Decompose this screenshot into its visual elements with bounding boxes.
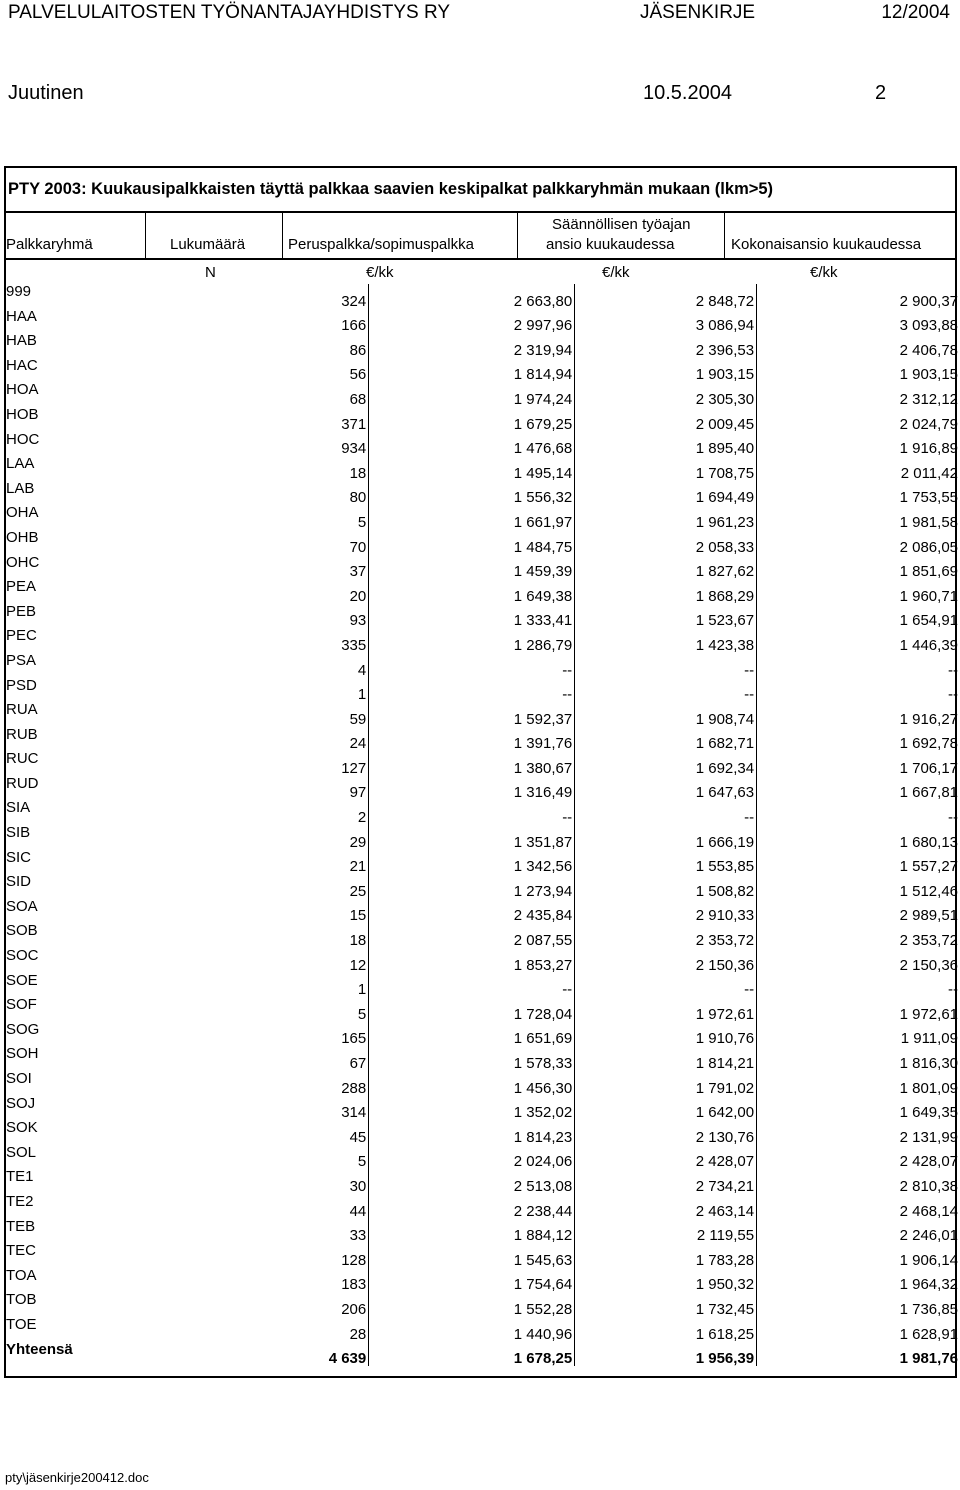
cell-regular-earnings: 1 647,63 bbox=[575, 776, 757, 801]
cell-total-earnings: 2 900,37 bbox=[899, 292, 958, 309]
cell-base-salary: 1 286,79 bbox=[369, 628, 575, 653]
cell-count: 70 bbox=[133, 530, 368, 555]
cell-regular-earnings: 1 950,32 bbox=[575, 1268, 757, 1293]
table-row bbox=[5, 751, 960, 776]
cell-count: 37 bbox=[133, 555, 368, 580]
cell-group: SOC bbox=[6, 948, 39, 965]
cell-regular-earnings: 1 692,34 bbox=[575, 751, 757, 776]
column-header-total-earnings: Kokonaisansio kuukaudessa bbox=[731, 236, 922, 253]
author-name: Juutinen bbox=[8, 82, 84, 104]
cell-total-earnings: 1 906,14 bbox=[899, 1251, 958, 1268]
cell-total-earnings: 2 312,12 bbox=[899, 390, 958, 407]
cell-base-salary: 1 754,64 bbox=[369, 1268, 575, 1293]
cell-group: HOB bbox=[6, 406, 39, 423]
cell-total-earnings: 1 903,15 bbox=[899, 366, 958, 383]
cell-total-earnings: 1 916,27 bbox=[899, 710, 958, 727]
cell-total-earnings: 1 816,30 bbox=[899, 1055, 958, 1071]
cell-count: 314 bbox=[133, 1096, 368, 1121]
organization-name: PALVELULAITOSTEN TYÖNANTAJAYHDISTYS RY bbox=[8, 2, 451, 23]
cell-group: RUB bbox=[6, 726, 38, 743]
column-divider bbox=[724, 212, 725, 258]
cell-group: HOC bbox=[6, 431, 40, 448]
unit-regular: €/kk bbox=[602, 264, 630, 281]
cell-count: 28 bbox=[133, 1317, 368, 1342]
cell-total-earnings: 1 557,27 bbox=[899, 858, 958, 875]
cell-group: SIB bbox=[6, 825, 31, 842]
cell-count: 1 bbox=[133, 973, 368, 998]
cell-count: 15 bbox=[133, 899, 368, 924]
cell-regular-earnings: 2 150,36 bbox=[575, 948, 757, 973]
cell-base-salary: 1 495,14 bbox=[369, 456, 575, 481]
table-row bbox=[5, 579, 960, 604]
cell-total-earnings: 1 512,46 bbox=[899, 882, 958, 899]
table-row bbox=[5, 1022, 960, 1047]
cell-regular-earnings: 1 972,61 bbox=[575, 997, 757, 1022]
cell-base-salary: 1 661,97 bbox=[369, 505, 575, 530]
cell-count: 97 bbox=[133, 776, 368, 801]
table-row bbox=[5, 1317, 960, 1342]
cell-regular-earnings: -- bbox=[575, 973, 757, 998]
cell-count: 371 bbox=[133, 407, 368, 432]
table-row bbox=[5, 333, 960, 358]
cell-count: 24 bbox=[133, 727, 368, 752]
cell-base-salary: 1 974,24 bbox=[369, 382, 575, 407]
cell-group: TE2 bbox=[6, 1193, 34, 1210]
cell-regular-earnings: 2 848,72 bbox=[575, 284, 757, 309]
cell-group: TE1 bbox=[6, 1169, 34, 1186]
column-header-base-salary: Peruspalkka/sopimuspalkka bbox=[288, 236, 474, 253]
cell-total-earnings: 1 736,85 bbox=[899, 1300, 958, 1317]
table-row bbox=[5, 284, 960, 309]
cell-base-salary: 1 679,25 bbox=[369, 407, 575, 432]
cell-group: SOB bbox=[6, 923, 38, 940]
cell-base-salary: 1 578,33 bbox=[369, 1046, 575, 1071]
cell-regular-earnings: -- bbox=[575, 678, 757, 703]
cell-total-earnings: -- bbox=[948, 809, 958, 826]
cell-total-earnings: 2 406,78 bbox=[899, 341, 958, 358]
cell-group: SOA bbox=[6, 898, 38, 915]
cell-count: 44 bbox=[133, 1194, 368, 1219]
cell-group: TEB bbox=[6, 1218, 36, 1235]
cell-count: 335 bbox=[133, 628, 368, 653]
cell-regular-earnings: 1 814,21 bbox=[575, 1046, 757, 1071]
cell-total-earnings: 1 692,78 bbox=[899, 735, 958, 752]
cell-regular-earnings: 1 903,15 bbox=[575, 358, 757, 383]
cell-total-earnings: 2 086,05 bbox=[899, 538, 958, 555]
cell-group: SOG bbox=[6, 1021, 40, 1038]
cell-total-earnings: 1 753,55 bbox=[899, 489, 958, 506]
cell-total-earnings: 1 981,58 bbox=[899, 513, 958, 530]
cell-total-earnings: 2 353,72 bbox=[899, 932, 958, 949]
cell-group: OHA bbox=[6, 505, 39, 522]
cell-regular-earnings: 1 666,19 bbox=[575, 825, 757, 850]
cell-base-salary: 2 513,08 bbox=[369, 1169, 575, 1194]
cell-count: 80 bbox=[133, 481, 368, 506]
cell-base-salary: 1 592,37 bbox=[369, 702, 575, 727]
cell-group: PSD bbox=[6, 677, 37, 694]
cell-count: 93 bbox=[133, 604, 368, 629]
cell-regular-earnings: 2 428,07 bbox=[575, 1145, 757, 1170]
cell-count: 206 bbox=[133, 1292, 368, 1317]
table-row bbox=[5, 678, 960, 703]
total-cell-base-salary: 1 678,25 bbox=[369, 1342, 575, 1367]
cell-group: PEA bbox=[6, 579, 37, 596]
cell-group: HAA bbox=[6, 308, 37, 325]
cell-regular-earnings: 1 791,02 bbox=[575, 1071, 757, 1096]
cell-base-salary: 2 435,84 bbox=[369, 899, 575, 924]
cell-count: 59 bbox=[133, 702, 368, 727]
cell-base-salary: 2 024,06 bbox=[369, 1145, 575, 1170]
table-row bbox=[5, 1120, 960, 1145]
cell-total-earnings: 2 131,99 bbox=[899, 1128, 958, 1145]
cell-count: 18 bbox=[133, 923, 368, 948]
table-row bbox=[5, 382, 960, 407]
table-row bbox=[5, 1071, 960, 1096]
table-row bbox=[5, 1292, 960, 1317]
cell-group: SOJ bbox=[6, 1095, 36, 1112]
table-row bbox=[5, 874, 960, 899]
cell-total-earnings: 1 628,91 bbox=[899, 1325, 958, 1342]
cell-count: 12 bbox=[133, 948, 368, 973]
cell-base-salary: 1 814,94 bbox=[369, 358, 575, 383]
total-cell-count: 4 639 bbox=[133, 1342, 368, 1367]
table-total-row bbox=[5, 1342, 960, 1367]
cell-group: LAB bbox=[6, 480, 35, 497]
document-type: JÄSENKIRJE bbox=[640, 2, 756, 23]
cell-count: 30 bbox=[133, 1169, 368, 1194]
cell-regular-earnings: 1 682,71 bbox=[575, 727, 757, 752]
cell-regular-earnings: 1 553,85 bbox=[575, 850, 757, 875]
cell-group: SIC bbox=[6, 849, 32, 866]
cell-total-earnings: 1 972,61 bbox=[899, 1005, 958, 1022]
cell-base-salary: 2 663,80 bbox=[369, 284, 575, 309]
cell-group: RUA bbox=[6, 702, 38, 719]
sub-header bbox=[8, 82, 952, 106]
cell-total-earnings: 2 011,42 bbox=[900, 464, 958, 481]
cell-regular-earnings: 1 694,49 bbox=[575, 481, 757, 506]
cell-base-salary: 1 459,39 bbox=[369, 555, 575, 580]
cell-total-earnings: 1 706,17 bbox=[899, 759, 958, 776]
table-row bbox=[5, 923, 960, 948]
table-row bbox=[5, 481, 960, 506]
cell-regular-earnings: 1 708,75 bbox=[575, 456, 757, 481]
table-row bbox=[5, 432, 960, 457]
cell-base-salary: 1 814,23 bbox=[369, 1120, 575, 1145]
table-row bbox=[5, 653, 960, 678]
cell-base-salary: 1 391,76 bbox=[369, 727, 575, 752]
cell-regular-earnings: 2 119,55 bbox=[575, 1219, 757, 1244]
cell-count: 18 bbox=[133, 456, 368, 481]
cell-group: SID bbox=[6, 874, 32, 891]
cell-total-earnings: 2 810,38 bbox=[899, 1177, 958, 1194]
table-title: PTY 2003: Kuukausipalkkaisten täyttä palkkaa saavien keskipalkat palkkaryhmän mukaan (lkm>5) bbox=[8, 180, 774, 198]
table-row bbox=[5, 1169, 960, 1194]
cell-base-salary: 1 853,27 bbox=[369, 948, 575, 973]
cell-count: 68 bbox=[133, 382, 368, 407]
cell-total-earnings: 2 989,51 bbox=[899, 907, 958, 924]
table-row bbox=[5, 628, 960, 653]
cell-base-salary: 1 273,94 bbox=[369, 874, 575, 899]
table-row bbox=[5, 1046, 960, 1071]
table-row bbox=[5, 505, 960, 530]
cell-group: PSA bbox=[6, 652, 37, 669]
table-row bbox=[5, 702, 960, 727]
page-number: 2 bbox=[875, 82, 887, 104]
cell-total-earnings: 1 801,09 bbox=[899, 1079, 958, 1096]
unit-count: N bbox=[205, 264, 216, 281]
table-row bbox=[5, 1219, 960, 1244]
cell-count: 56 bbox=[133, 358, 368, 383]
total-cell-group: Yhteensä bbox=[6, 1341, 73, 1358]
cell-group: TOA bbox=[6, 1267, 37, 1284]
cell-total-earnings: -- bbox=[948, 661, 958, 678]
cell-count: 934 bbox=[133, 432, 368, 457]
cell-base-salary: 1 484,75 bbox=[369, 530, 575, 555]
cell-total-earnings: 1 654,91 bbox=[899, 612, 958, 629]
table-row bbox=[5, 899, 960, 924]
table-row bbox=[5, 1145, 960, 1170]
cell-total-earnings: 1 649,35 bbox=[899, 1104, 958, 1121]
cell-group: HAC bbox=[6, 357, 38, 374]
column-header-regular-line2: ansio kuukaudessa bbox=[546, 236, 675, 253]
cell-regular-earnings: 3 086,94 bbox=[575, 309, 757, 334]
cell-count: 67 bbox=[133, 1046, 368, 1071]
table-row bbox=[5, 530, 960, 555]
cell-regular-earnings: 2 009,45 bbox=[575, 407, 757, 432]
table-row bbox=[5, 407, 960, 432]
cell-base-salary: 1 333,41 bbox=[369, 604, 575, 629]
cell-group: RUD bbox=[6, 775, 39, 792]
cell-total-earnings: 1 911,09 bbox=[900, 1030, 958, 1047]
cell-base-salary: 2 087,55 bbox=[369, 923, 575, 948]
cell-group: HAB bbox=[6, 333, 37, 350]
cell-regular-earnings: 1 910,76 bbox=[575, 1022, 757, 1047]
cell-group: SOF bbox=[6, 997, 37, 1014]
cell-total-earnings: 1 960,71 bbox=[899, 587, 958, 604]
cell-regular-earnings: 2 305,30 bbox=[575, 382, 757, 407]
cell-count: 29 bbox=[133, 825, 368, 850]
column-header-regular-line1: Säännöllisen työajan bbox=[552, 216, 691, 233]
cell-count: 21 bbox=[133, 850, 368, 875]
cell-total-earnings: 1 851,69 bbox=[899, 563, 958, 580]
column-header-count: Lukumäärä bbox=[170, 236, 246, 253]
total-cell-regular-earnings: 1 956,39 bbox=[575, 1342, 757, 1367]
cell-count: 2 bbox=[133, 800, 368, 825]
cell-regular-earnings: 2 058,33 bbox=[575, 530, 757, 555]
cell-total-earnings: 1 446,39 bbox=[899, 636, 958, 653]
column-divider bbox=[282, 212, 283, 258]
cell-regular-earnings: 1 523,67 bbox=[575, 604, 757, 629]
cell-regular-earnings: 2 396,53 bbox=[575, 333, 757, 358]
cell-regular-earnings: 1 827,62 bbox=[575, 555, 757, 580]
cell-base-salary: 1 351,87 bbox=[369, 825, 575, 850]
cell-group: SOE bbox=[6, 972, 38, 989]
table-row bbox=[5, 555, 960, 580]
cell-base-salary: -- bbox=[369, 800, 575, 825]
cell-group: TOB bbox=[6, 1292, 37, 1309]
cell-count: 288 bbox=[133, 1071, 368, 1096]
cell-base-salary: 1 728,04 bbox=[369, 997, 575, 1022]
table-row bbox=[5, 1268, 960, 1293]
cell-count: 5 bbox=[133, 1145, 368, 1170]
title-divider bbox=[4, 211, 957, 213]
cell-group: 999 bbox=[6, 284, 32, 300]
cell-regular-earnings: 1 783,28 bbox=[575, 1243, 757, 1268]
table-row bbox=[5, 358, 960, 383]
cell-base-salary: 2 238,44 bbox=[369, 1194, 575, 1219]
header-divider bbox=[4, 258, 957, 260]
cell-total-earnings: 2 428,07 bbox=[899, 1153, 958, 1170]
table-row bbox=[5, 800, 960, 825]
footer-file-path: pty\jäsenkirje200412.doc bbox=[5, 1470, 149, 1485]
cell-group: SOL bbox=[6, 1144, 37, 1161]
cell-regular-earnings: -- bbox=[575, 653, 757, 678]
cell-count: 128 bbox=[133, 1243, 368, 1268]
cell-total-earnings: 1 916,89 bbox=[899, 440, 958, 457]
cell-total-earnings: 1 667,81 bbox=[899, 784, 958, 801]
cell-count: 20 bbox=[133, 579, 368, 604]
cell-base-salary: -- bbox=[369, 653, 575, 678]
cell-group: OHB bbox=[6, 529, 39, 546]
table-row bbox=[5, 997, 960, 1022]
cell-total-earnings: 1 964,32 bbox=[899, 1276, 958, 1293]
cell-regular-earnings: 2 353,72 bbox=[575, 923, 757, 948]
cell-base-salary: 1 476,68 bbox=[369, 432, 575, 457]
cell-regular-earnings: 1 961,23 bbox=[575, 505, 757, 530]
cell-group: SIA bbox=[6, 800, 31, 817]
cell-regular-earnings: 1 732,45 bbox=[575, 1292, 757, 1317]
cell-base-salary: -- bbox=[369, 678, 575, 703]
document-date: 10.5.2004 bbox=[643, 82, 732, 104]
cell-total-earnings: 2 150,36 bbox=[899, 956, 958, 973]
cell-base-salary: 1 352,02 bbox=[369, 1096, 575, 1121]
cell-count: 5 bbox=[133, 997, 368, 1022]
cell-base-salary: 2 319,94 bbox=[369, 333, 575, 358]
cell-regular-earnings: 2 910,33 bbox=[575, 899, 757, 924]
cell-total-earnings: -- bbox=[948, 686, 958, 703]
cell-base-salary: 1 342,56 bbox=[369, 850, 575, 875]
cell-count: 1 bbox=[133, 678, 368, 703]
table-row bbox=[5, 1243, 960, 1268]
unit-base: €/kk bbox=[366, 264, 394, 281]
cell-count: 166 bbox=[133, 309, 368, 334]
cell-regular-earnings: 1 868,29 bbox=[575, 579, 757, 604]
cell-base-salary: 2 997,96 bbox=[369, 309, 575, 334]
cell-regular-earnings: 2 463,14 bbox=[575, 1194, 757, 1219]
cell-total-earnings: 1 680,13 bbox=[899, 833, 958, 850]
cell-group: SOK bbox=[6, 1120, 38, 1137]
cell-regular-earnings: 1 895,40 bbox=[575, 432, 757, 457]
cell-total-earnings: 2 246,01 bbox=[899, 1227, 958, 1244]
table-row bbox=[5, 973, 960, 998]
page-header bbox=[8, 2, 952, 24]
cell-regular-earnings: -- bbox=[575, 800, 757, 825]
cell-count: 45 bbox=[133, 1120, 368, 1145]
table-row bbox=[5, 456, 960, 481]
table-row bbox=[5, 850, 960, 875]
cell-regular-earnings: 2 130,76 bbox=[575, 1120, 757, 1145]
unit-total: €/kk bbox=[810, 264, 838, 281]
cell-group: TEC bbox=[6, 1243, 36, 1260]
cell-base-salary: 1 380,67 bbox=[369, 751, 575, 776]
cell-regular-earnings: 1 642,00 bbox=[575, 1096, 757, 1121]
cell-base-salary: -- bbox=[369, 973, 575, 998]
total-cell-total-earnings: 1 981,76 bbox=[899, 1350, 958, 1367]
cell-base-salary: 1 316,49 bbox=[369, 776, 575, 801]
table-row bbox=[5, 727, 960, 752]
cell-count: 25 bbox=[133, 874, 368, 899]
cell-base-salary: 1 884,12 bbox=[369, 1219, 575, 1244]
column-header-group: Palkkaryhmä bbox=[6, 236, 93, 253]
salary-table-body bbox=[5, 284, 960, 1366]
cell-count: 324 bbox=[133, 284, 368, 309]
cell-base-salary: 1 456,30 bbox=[369, 1071, 575, 1096]
column-divider bbox=[517, 212, 518, 258]
cell-regular-earnings: 1 618,25 bbox=[575, 1317, 757, 1342]
cell-count: 86 bbox=[133, 333, 368, 358]
cell-group: PEC bbox=[6, 628, 37, 645]
cell-regular-earnings: 1 508,82 bbox=[575, 874, 757, 899]
cell-group: LAA bbox=[6, 456, 35, 473]
table-row bbox=[5, 776, 960, 801]
cell-regular-earnings: 1 908,74 bbox=[575, 702, 757, 727]
cell-base-salary: 1 651,69 bbox=[369, 1022, 575, 1047]
table-row bbox=[5, 825, 960, 850]
cell-total-earnings: 2 468,14 bbox=[899, 1202, 958, 1219]
cell-group: HOA bbox=[6, 382, 39, 399]
cell-regular-earnings: 2 734,21 bbox=[575, 1169, 757, 1194]
cell-group: SOI bbox=[6, 1071, 32, 1087]
salary-table bbox=[5, 284, 960, 1366]
cell-base-salary: 1 440,96 bbox=[369, 1317, 575, 1342]
cell-base-salary: 1 545,63 bbox=[369, 1243, 575, 1268]
cell-base-salary: 1 552,28 bbox=[369, 1292, 575, 1317]
table-row bbox=[5, 1096, 960, 1121]
cell-count: 5 bbox=[133, 505, 368, 530]
cell-total-earnings: 2 024,79 bbox=[899, 415, 958, 432]
table-row bbox=[5, 604, 960, 629]
cell-group: SOH bbox=[6, 1046, 39, 1063]
table-row bbox=[5, 948, 960, 973]
table-row bbox=[5, 1194, 960, 1219]
column-divider bbox=[145, 212, 146, 258]
cell-count: 127 bbox=[133, 751, 368, 776]
cell-count: 183 bbox=[133, 1268, 368, 1293]
cell-group: OHC bbox=[6, 554, 40, 571]
cell-regular-earnings: 1 423,38 bbox=[575, 628, 757, 653]
cell-count: 4 bbox=[133, 653, 368, 678]
cell-total-earnings: -- bbox=[948, 981, 958, 998]
cell-count: 33 bbox=[133, 1219, 368, 1244]
cell-total-earnings: 3 093,88 bbox=[899, 317, 958, 334]
cell-group: TOE bbox=[6, 1316, 37, 1333]
issue-number: 12/2004 bbox=[881, 2, 950, 23]
cell-base-salary: 1 649,38 bbox=[369, 579, 575, 604]
cell-group: PEB bbox=[6, 603, 37, 620]
table-row bbox=[5, 309, 960, 334]
cell-count: 165 bbox=[133, 1022, 368, 1047]
cell-group: RUC bbox=[6, 751, 39, 768]
cell-base-salary: 1 556,32 bbox=[369, 481, 575, 506]
